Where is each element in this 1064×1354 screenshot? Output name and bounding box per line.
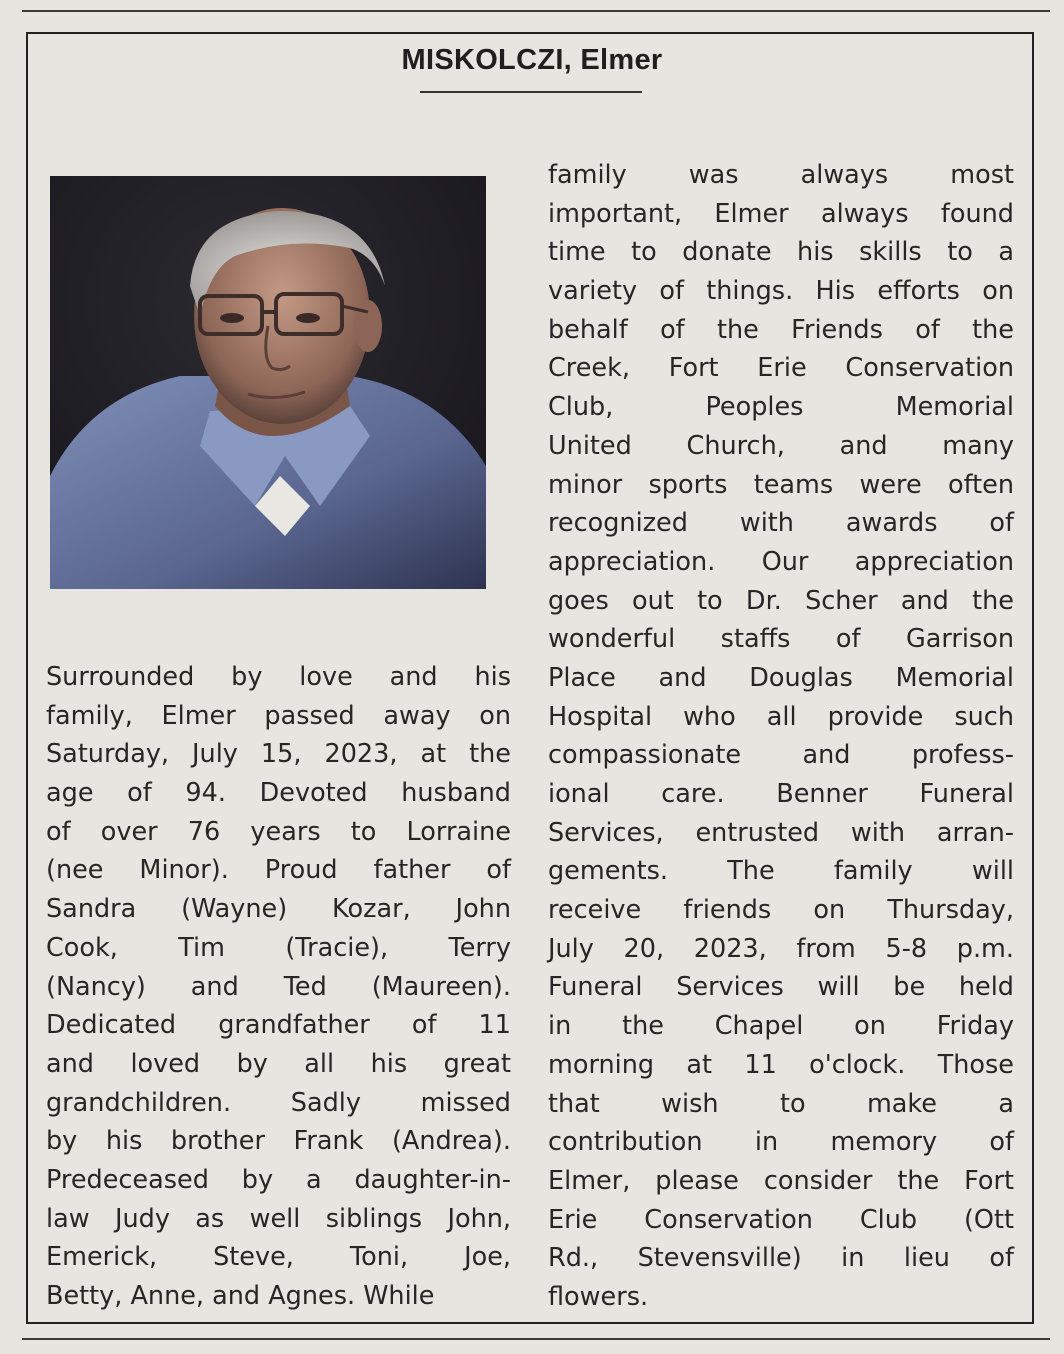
obituary-text-line: wonderful staffs of Garrison — [548, 624, 1014, 655]
title-underline — [420, 91, 642, 93]
obituary-text-line: age of 94. Devoted husband — [46, 778, 511, 809]
obituary-text-line: (nee Minor). Proud father of — [46, 855, 511, 886]
portrait-photo — [50, 176, 486, 589]
obituary-text-line: Funeral Services will be held — [548, 972, 1014, 1003]
obituary-text-right-column — [548, 156, 1014, 1317]
obituary-text-line: Creek, Fort Erie Conservation — [548, 353, 1014, 384]
obituary-text-line: Betty, Anne, and Agnes. While — [46, 1281, 435, 1311]
obituary-text-line: law Judy as well siblings John, — [46, 1203, 511, 1234]
obituary-text-line: Club, Peoples Memorial — [548, 392, 1014, 423]
obituary-text-line: Surrounded by love and his — [46, 662, 511, 692]
top-rule — [22, 10, 1050, 12]
obituary-text-line: Sandra (Wayne) Kozar, John — [46, 894, 511, 925]
obituary-text-line: Rd., Stevensville) in lieu of — [548, 1243, 1014, 1274]
obituary-text-line: contribution in memory of — [548, 1127, 1014, 1158]
obituary-text-line: minor sports teams were often — [548, 469, 1014, 500]
obituary-text-line: recognized with awards of — [548, 508, 1014, 539]
obituary-text-line: compassionate and profess- — [548, 740, 1014, 771]
obituary-text-line: receive friends on Thursday, — [548, 895, 1014, 926]
obituary-text-line: time to donate his skills to a — [548, 237, 1014, 268]
obituary-text-line: Predeceased by a daughter-in- — [46, 1164, 511, 1195]
obituary-text-line: by his brother Frank (Andrea). — [46, 1126, 511, 1157]
obituary-text-line: of over 76 years to Lorraine — [46, 816, 511, 847]
obituary-text-line: gements. The family will — [548, 856, 1014, 887]
obituary-text-line: United Church, and many — [548, 430, 1014, 461]
obituary-text-line: variety of things. His efforts on — [548, 276, 1014, 307]
obituary-text-line: family, Elmer passed away on — [46, 700, 511, 731]
obituary-text-line: morning at 11 o'clock. Those — [548, 1049, 1014, 1080]
obituary-text-line: behalf of the Friends of the — [548, 314, 1014, 345]
obituary-text-line: grandchildren. Sadly missed — [46, 1087, 511, 1118]
obituary-text-line: and loved by all his great — [46, 1048, 511, 1079]
obituary-text-line: July 20, 2023, from 5-8 p.m. — [548, 933, 1014, 964]
obituary-text-line: appreciation. Our appreciation — [548, 546, 1014, 577]
obituary-text-line: family was always most — [548, 160, 1014, 190]
obituary-text-line: Elmer, please consider the Fort — [548, 1165, 1014, 1196]
obituary-text-line: Cook, Tim (Tracie), Terry — [46, 932, 511, 963]
obituary-text-line: Hospital who all provide such — [548, 701, 1014, 732]
obituary-text-line: flowers. — [548, 1281, 649, 1312]
obituary-text-line: Saturday, July 15, 2023, at the — [46, 739, 511, 770]
obituary-text-line: goes out to Dr. Scher and the — [548, 585, 1014, 616]
obituary-text-line: Erie Conservation Club (Ott — [548, 1204, 1014, 1235]
obituary-text-line: Dedicated grandfather of 11 — [46, 1010, 511, 1041]
obituary-text-line: Emerick, Steve, Toni, Joe, — [46, 1242, 511, 1273]
obituary-text-line: ional care. Benner Funeral — [548, 779, 1014, 809]
obituary-text-left-column — [46, 658, 511, 1316]
obituary-text-line: that wish to make a — [548, 1088, 1014, 1119]
obituary-text-line: (Nancy) and Ted (Maureen). — [46, 971, 511, 1002]
obituary-text-line: Place and Douglas Memorial — [548, 662, 1014, 693]
bottom-rule — [22, 1338, 1050, 1340]
obituary-title: MISKOLCZI, Elmer — [401, 44, 663, 76]
obituary-text-line: important, Elmer always found — [548, 198, 1014, 229]
obituary-text-line: in the Chapel on Friday — [548, 1011, 1014, 1042]
obituary-text-line: Services, entrusted with arran- — [548, 817, 1014, 848]
